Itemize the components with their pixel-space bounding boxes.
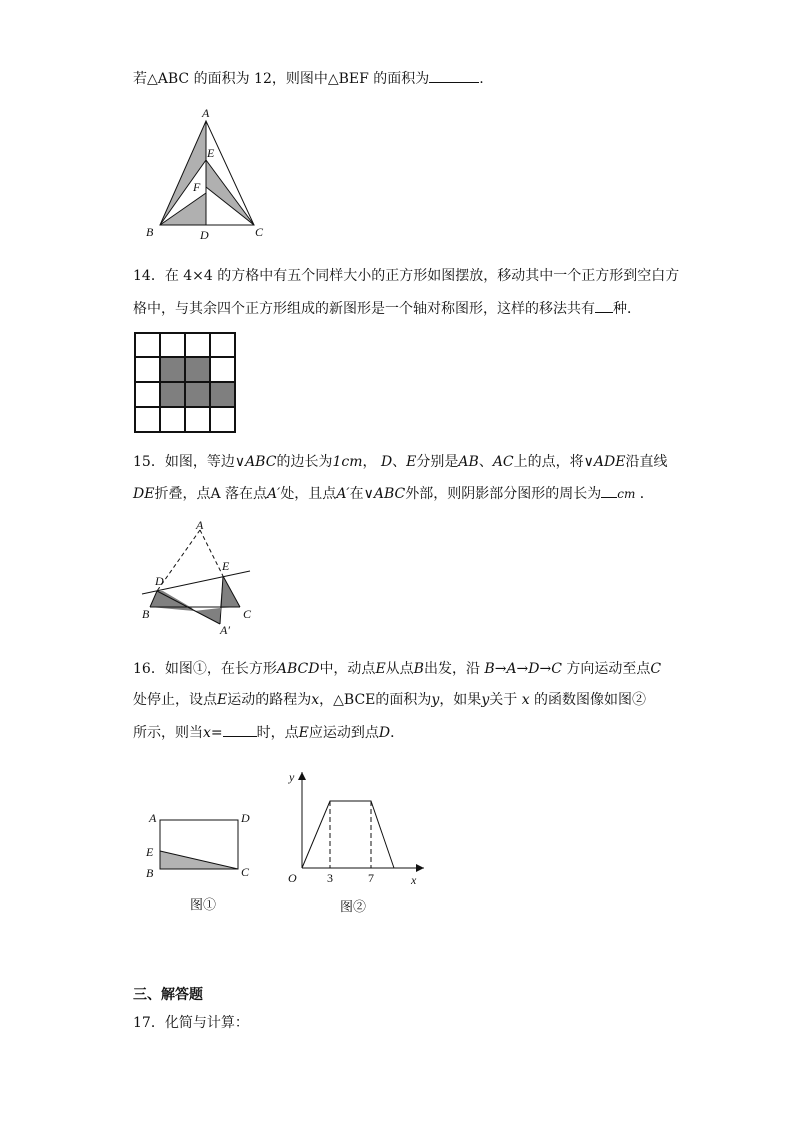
q15-ab: AB — [458, 454, 479, 470]
q14-line1: 14．在 4×4 的方格中有五个同样大小的正方形如图摆放，移动其中一个正方形到空白方 — [133, 268, 680, 284]
q16-text: ． — [390, 725, 405, 741]
q15-text: 、 — [392, 454, 407, 470]
q16-fig1-label-b: B — [146, 866, 154, 880]
q14-filled-cell — [185, 357, 210, 382]
q16-var-x: x — [311, 692, 320, 708]
q16-fig2-label-o: O — [288, 871, 297, 885]
q16-rect-abcd: ABCD — [276, 661, 320, 677]
q15-point-d: D — [380, 454, 393, 470]
q16-text: 从点 — [385, 661, 414, 677]
q16-fig1-label-a: A — [149, 811, 157, 825]
q16-fig2-label-y: y — [289, 770, 295, 784]
q15-point-e: E — [406, 454, 417, 470]
q13-label-b: B — [146, 225, 154, 239]
q15-label-e: E — [222, 559, 230, 573]
q13-text-before: 若△ABC 的面积为 12，则图中△BEF 的面积为 — [133, 71, 430, 87]
q15-text: 沿直线 — [625, 454, 668, 470]
q15-dashed-ae — [200, 530, 223, 576]
q16-var-y: y — [431, 692, 440, 708]
q16-text: 关于 — [489, 692, 518, 708]
section-3-title: 三、解答题 — [133, 987, 203, 1003]
q16-text: 16．如图①，在长方形 — [133, 661, 277, 677]
q15-text: 在 — [349, 486, 364, 502]
q16-line2 — [133, 691, 646, 709]
q15-shade-left — [150, 591, 194, 611]
q16-text: 出发，沿 — [423, 661, 480, 677]
q15-text: ． — [639, 486, 654, 502]
q16-text: ，如果 — [439, 692, 482, 708]
q16-text: 运动的路程为 — [227, 692, 312, 708]
q13-label-e: E — [207, 146, 215, 160]
q15-text: 处，且点 — [280, 486, 337, 502]
q15-text: 外部，则阴影部分图形的周长为 — [405, 486, 602, 502]
q13-label-d: D — [200, 228, 209, 242]
q15-text: 分别是 — [416, 454, 459, 470]
q16-text: 所示，则当 — [133, 725, 203, 741]
q16-fig2-label-x: x — [411, 873, 417, 887]
q15-point-aprime: A′ — [267, 486, 281, 502]
q15-text: 折叠，点A 落在点 — [154, 486, 268, 502]
q16-figure-2 — [282, 762, 432, 922]
q13-figure — [140, 102, 270, 242]
q15-text: ， — [362, 454, 377, 470]
q13-text-after: . — [479, 71, 484, 87]
q16-text: 时，点 — [256, 725, 299, 741]
q16-text: 中，动点 — [319, 661, 376, 677]
q15-tri-abc: ∨ABC — [234, 454, 277, 470]
q15-text: 、 — [478, 454, 493, 470]
q15-label-c: C — [243, 607, 252, 621]
q16-answer-blank[interactable] — [223, 722, 257, 737]
q16-point-b: B — [413, 661, 424, 677]
q13-answer-blank[interactable] — [429, 68, 479, 83]
q15-text: 上的点，将 — [513, 454, 584, 470]
q15-label-a: A — [196, 518, 204, 532]
q16-point-e: E — [217, 692, 228, 708]
q16-fig1-label-c: C — [241, 865, 250, 879]
q16-fig2-tick-7: 7 — [368, 871, 374, 885]
q15-text: 15．如图，等边 — [133, 454, 235, 470]
q16-var-y: y — [481, 692, 490, 708]
q15-line1 — [133, 453, 667, 471]
q13-text — [133, 68, 484, 88]
q15-line2 — [133, 483, 654, 503]
q16-x-arrow-icon — [416, 864, 424, 872]
q14-grid — [134, 332, 238, 434]
q16-point-d: D — [378, 725, 391, 741]
q16-line1 — [133, 660, 661, 678]
q13-label-c: C — [255, 225, 264, 239]
q15-de: DE — [133, 486, 155, 502]
q16-var-x: x — [521, 692, 530, 708]
q15-label-aprime: A′ — [220, 623, 230, 637]
q15-ac: AC — [492, 454, 514, 470]
q14-filled-cell — [210, 382, 235, 407]
q16-point-e: E — [298, 725, 309, 741]
q14-answer-blank[interactable] — [595, 298, 613, 313]
q16-graph-line — [302, 801, 394, 868]
q16-line3 — [133, 722, 404, 742]
q16-fig1-label-d: D — [241, 811, 250, 825]
q16-text: 处停止，设点 — [133, 692, 217, 708]
q16-text: ， — [319, 692, 334, 708]
q14-filled-cell — [185, 382, 210, 407]
q16-text: 应运动到点 — [308, 725, 379, 741]
q15-tri-ade: ∨ADE — [583, 454, 626, 470]
q16-y-arrow-icon — [298, 772, 306, 780]
q14-line2-after: 种． — [613, 301, 641, 317]
q15-label-b: B — [142, 607, 150, 621]
q15-figure — [136, 518, 256, 640]
q16-point-e: E — [375, 661, 386, 677]
q16-fig2-tick-3: 3 — [327, 871, 333, 885]
q14-line2-before: 格中，与其余四个正方形组成的新图形是一个轴对称图形，这样的移法共有 — [133, 301, 595, 317]
q17-text: 17．化简与计算： — [133, 1015, 249, 1031]
q16-fig1-caption: 图① — [190, 897, 217, 912]
q16-figure-1 — [140, 805, 265, 920]
q16-text: 的函数图像如图② — [534, 692, 647, 708]
q15-tri-abc: ∨ABC — [363, 486, 406, 502]
q13-label-a: A — [202, 106, 210, 120]
q16-point-c: C — [650, 661, 662, 677]
q15-text: 的边长为 — [276, 454, 333, 470]
q16-fig1-label-e: E — [146, 845, 154, 859]
q16-var-x: x — [203, 725, 211, 741]
q16-text: = — [210, 725, 223, 741]
q15-length: 1cm — [332, 454, 363, 470]
q16-text: 的面积为 — [375, 692, 432, 708]
q15-answer-blank[interactable] — [601, 483, 617, 498]
q14-grid-lines — [135, 333, 235, 432]
q13-label-f: F — [193, 180, 201, 194]
q14-filled-cell — [160, 357, 185, 382]
q15-point-aprime: A′ — [336, 486, 350, 502]
q14-line2 — [133, 298, 641, 318]
q15-label-d: D — [155, 574, 164, 588]
q16-fig2-caption: 图② — [340, 899, 367, 914]
q16-tri-bce: △BCE — [333, 692, 376, 708]
q15-unit: cm — [617, 487, 636, 501]
q14-filled-cell — [160, 382, 185, 407]
q16-path: B→A→D→C — [484, 661, 562, 677]
q16-text: 方向运动至点 — [566, 661, 651, 677]
